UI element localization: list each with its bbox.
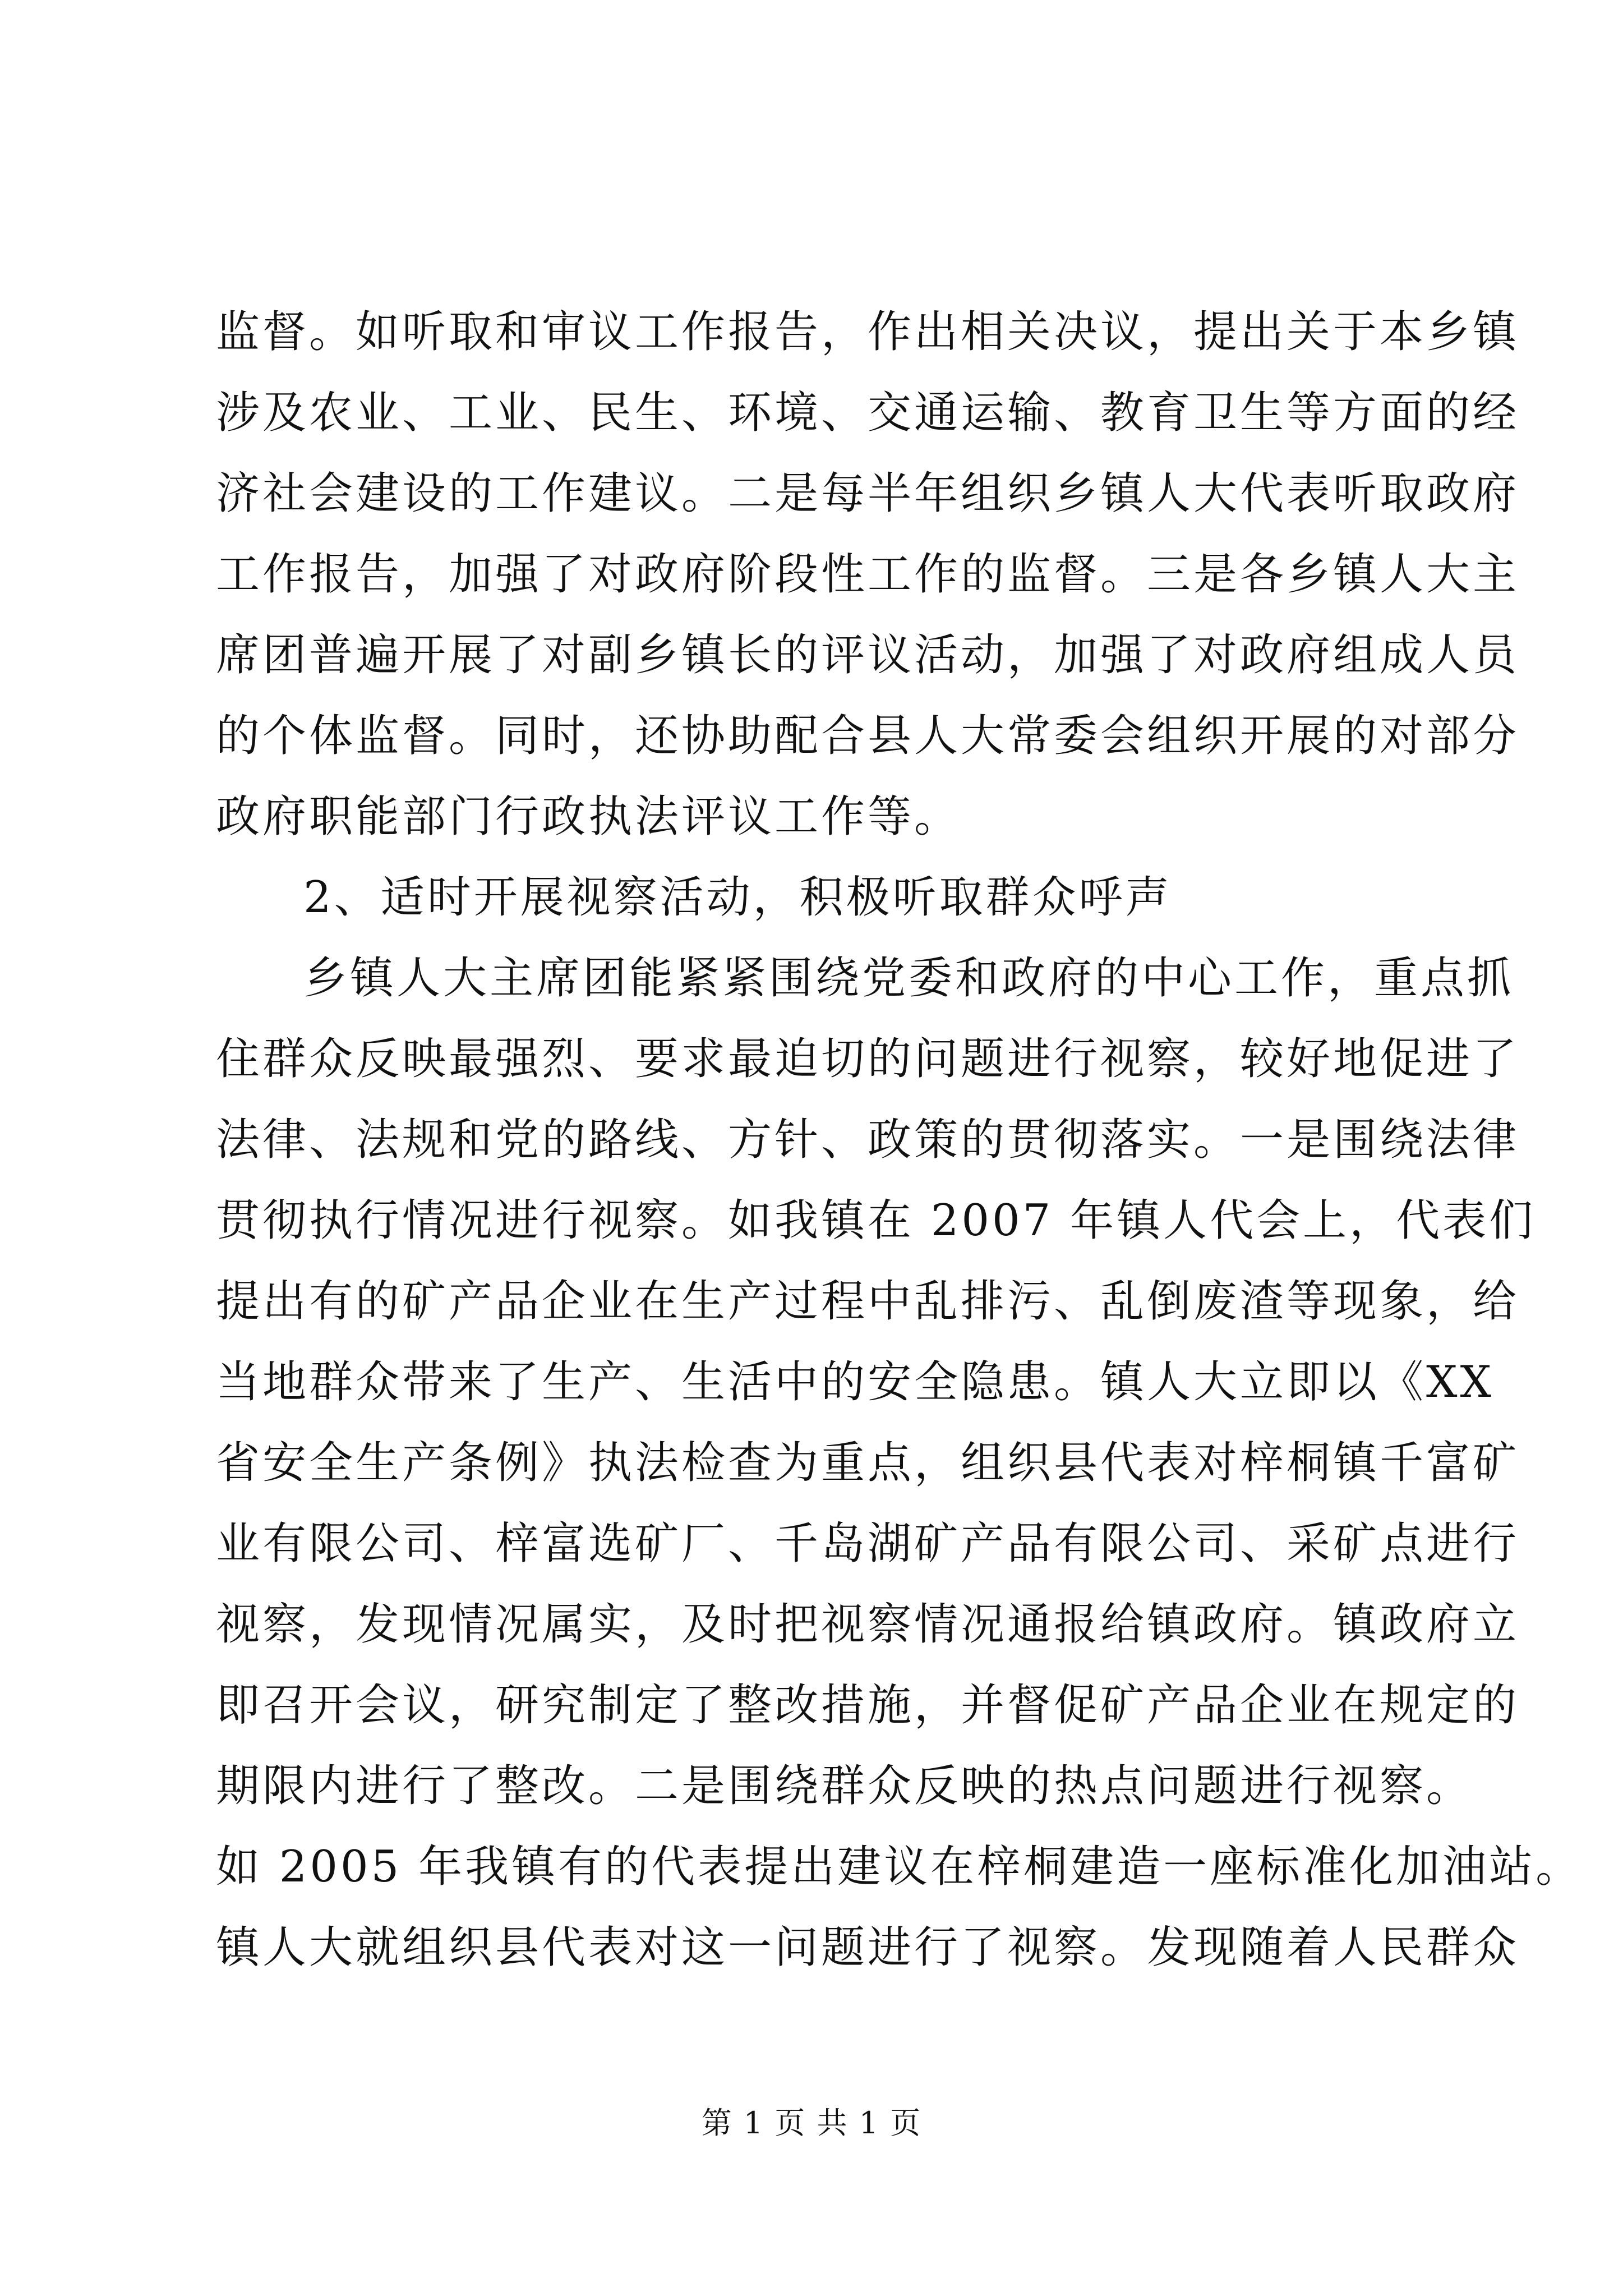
- text-line: 业有限公司、梓富选矿厂、千岛湖矿产品有限公司、采矿点进行: [216, 1519, 1520, 1569]
- text-line: 视察，发现情况属实，及时把视察情况通报给镇政府。镇政府立: [216, 1599, 1520, 1650]
- text-line: 济社会建设的工作建议。二是每半年组织乡镇人大代表听取政府: [216, 468, 1520, 519]
- page-number-footer: 第 1 页 共 1 页: [701, 2105, 922, 2141]
- text-line: 镇人大就组织县代表对这一问题进行了视察。发现随着人民群众: [216, 1922, 1520, 1973]
- text-line: 如 2005 年我镇有的代表提出建议在梓桐建造一座标准化加油站。: [216, 1842, 1583, 1892]
- text-line: 当地群众带来了生产、生活中的安全隐患。镇人大立即以《XX: [216, 1357, 1495, 1407]
- text-line: 期限内进行了整改。二是围绕群众反映的热点问题进行视察。: [216, 1761, 1473, 1811]
- text-line: 住群众反映最强烈、要求最迫切的问题进行视察，较好地促进了: [216, 1034, 1520, 1084]
- text-line: 席团普遍开展了对副乡镇长的评议活动，加强了对政府组成人员: [216, 630, 1520, 680]
- text-line: 的个体监督。同时，还协助配合县人大常委会组织开展的对部分: [216, 711, 1520, 761]
- text-line: 乡镇人大主席团能紧紧围绕党委和政府的中心工作，重点抓: [303, 953, 1514, 1004]
- text-line: 涉及农业、工业、民生、环境、交通运输、教育卫生等方面的经: [216, 388, 1520, 438]
- text-line: 即召开会议，研究制定了整改措施，并督促矿产品企业在规定的: [216, 1680, 1520, 1731]
- text-line: 工作报告，加强了对政府阶段性工作的监督。三是各乡镇人大主: [216, 549, 1520, 600]
- text-line: 法律、法规和党的路线、方针、政策的贯彻落实。一是围绕法律: [216, 1115, 1520, 1165]
- text-line: 贯彻执行情况进行视察。如我镇在 2007 年镇人代会上，代表们: [216, 1195, 1536, 1246]
- section-heading: 2、适时开展视察活动，积极听取群众呼声: [303, 872, 1172, 923]
- document-body: [216, 292, 1583, 1988]
- text-line: 提出有的矿产品企业在生产过程中乱排污、乱倒废渣等现象，给: [216, 1276, 1520, 1327]
- text-line: 监督。如听取和审议工作报告，作出相关决议，提出关于本乡镇: [216, 307, 1520, 357]
- text-line: 政府职能部门行政执法评议工作等。: [216, 792, 961, 842]
- text-line: 省安全生产条例》执法检查为重点，组织县代表对梓桐镇千富矿: [216, 1438, 1520, 1488]
